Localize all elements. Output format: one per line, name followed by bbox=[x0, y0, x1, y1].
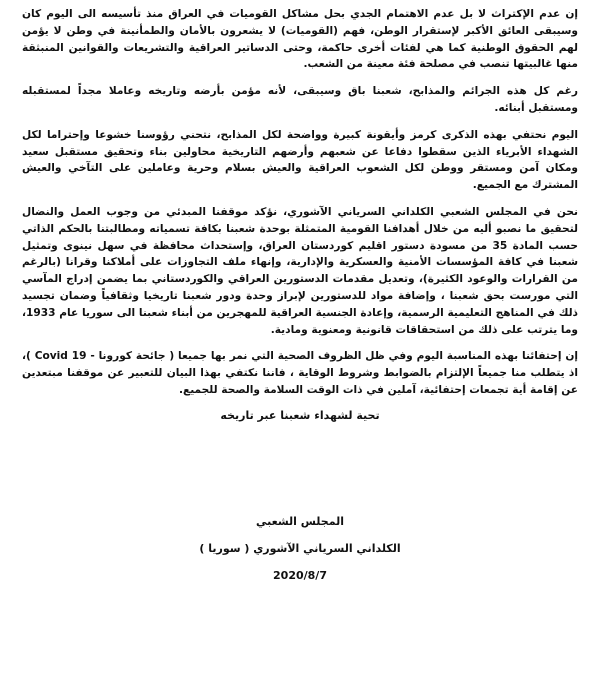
paragraph-5: إن إحتفائنا بهذه المناسبة اليوم وفي ظل الظروف الصحية التي نمر بها جميعا ( جائحة كورونا - Covid 19 )، اذ يتطلب منا جميعاً الإلتزام بالضوابط وشروط الوقاية ، فاننا نكتفي بهذا البيان للتعبير عن موقفنا مبتعدين عن إقامة أية تجمعات إحتفائية، آملين في ذات الوقت السلامة والصحة للجميع. bbox=[22, 350, 578, 396]
signature-block bbox=[0, 514, 600, 595]
paragraph-2: رغم كل هذه الجرائم والمذابح، شعبنا باق وسيبقى، لأنه مؤمن بأرضه وتاريخه وعاملا مجداً لمستقبله ومستقبل أبنائه. bbox=[22, 85, 578, 114]
closing-greeting: تحية لشهداء شعبنا عبر تاريخه bbox=[220, 408, 380, 422]
signature-date: 2020/8/7 bbox=[273, 569, 327, 582]
paragraph-1: إن عدم الإكتراث لا بل عدم الاهتمام الجدي بحل مشاكل القوميات في العراق منذ تأسيسه الى اليوم كان وسيبقى العائق الأكبر لإستقرار الوطن، فهم (القوميات) لا يشعرون بالأمان والطمأنينة في وطن لا يؤمن لهم الحقوق الوطنية كما هي لفئات أخرى حاكمة، وحتى الدساتير العراقية والتشريعات والقوانين المنبثقة منها غالبيتها تنصب في مصلحة فئة معينة من الشعب. bbox=[22, 8, 578, 71]
signature-organization: الكلداني السرياني الآشوري ( سوريا ) bbox=[199, 542, 401, 555]
signature-council: المجلس الشعبي bbox=[256, 515, 344, 528]
paragraph-3: اليوم نحتفي بهذه الذكرى كرمز وأيقونة كبيرة وواضحة لكل المذابح، نتحني رؤوسنا خشوعا وإحتراما لكل الشهداء الأبرياء الذين سقطوا دفاعا عن شعبهم وأرضهم التاريخية محاولين بناء وتحقيق مستقبل سعيد ومكان آمن ومستقر ووطن لكل الشعوب العراقية والعيش بسلام وحرية وعاملين على التآخي والعيش المشترك مع الجميع. bbox=[22, 128, 578, 192]
paragraph-4: نحن في المجلس الشعبي الكلداني السرياني الآشوري، نؤكد موقفنا المبدئي من وجوب العمل والنضال لتحقيق ما نصبو أليه من خلال أهدافنا القومية المتمثلة بوحدة شعبنا بكافة تسمياته ومطالبتنا بالحكم الذاتي حسب المادة 35 من مسودة دستور اقليم كوردستان العراق، وإستحداث محافظة في سهل نينوى وتمثيل شعبنا في كافة المؤسسات الأمنية والعسكرية والإدارية، وإنهاء ملف التجاوزات على أملاكنا وقرانا (بالرغم من القرارات والوعود الكثيرة)، وتعديل مقدمات الدستورين العراقي والكوردستاني بما يضمن إدراج المآسي التي مورست بحق شعبنا ، وإضافة مواد للدستورين لإبراز وحدة ودور شعبنا تاريخيا وثقافياً وضمان تجسيد ذلك في المناهج التعليمية الرسمية، وإعادة الجنسية العراقية للمهجرين من أبناء شعبنا الى سوريا عام 1933، وما يترتب على ذلك من استحقاقات قانونية ومعنوية ومادية. bbox=[22, 205, 578, 336]
